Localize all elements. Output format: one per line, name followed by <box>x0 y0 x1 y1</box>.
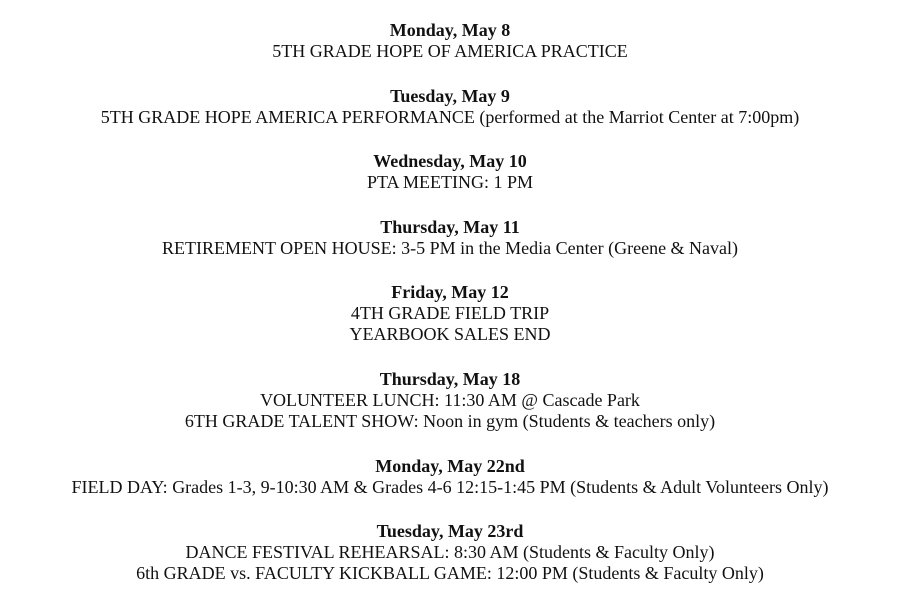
day-block-friday-may-12 <box>0 282 900 345</box>
day-block-monday-may-22nd <box>0 456 900 498</box>
event-line: 5TH GRADE HOPE AMERICA PERFORMANCE (performed at the Marriot Center at 7:00pm) <box>100 107 800 127</box>
event-line: 6th GRADE vs. FACULTY KICKBALL GAME: 12:00 PM (Students & Faculty Only) <box>136 563 764 583</box>
event-line: 4TH GRADE FIELD TRIP <box>350 303 550 323</box>
day-heading: Tuesday, May 23rd <box>376 521 524 541</box>
day-heading: Monday, May 22nd <box>375 456 525 476</box>
event-line: 5TH GRADE HOPE OF AMERICA PRACTICE <box>272 41 628 61</box>
day-block-wednesday-may-10 <box>0 151 900 193</box>
day-heading: Monday, May 8 <box>389 20 511 40</box>
day-block-tuesday-may-23rd <box>0 521 900 584</box>
event-line: RETIREMENT OPEN HOUSE: 3-5 PM in the Media Center (Greene & Naval) <box>161 238 739 258</box>
event-line: VOLUNTEER LUNCH: 11:30 AM @ Cascade Park <box>260 390 640 410</box>
day-heading: Thursday, May 11 <box>380 217 520 237</box>
day-block-tuesday-may-9 <box>0 86 900 128</box>
day-heading: Wednesday, May 10 <box>373 151 527 171</box>
event-line: 6TH GRADE TALENT SHOW: Noon in gym (Students & teachers only) <box>184 411 716 431</box>
event-line: YEARBOOK SALES END <box>349 324 551 344</box>
day-heading: Tuesday, May 9 <box>390 86 510 106</box>
day-heading: Thursday, May 18 <box>379 369 521 389</box>
day-block-monday-may-8 <box>0 20 900 62</box>
event-line: PTA MEETING: 1 PM <box>366 172 534 192</box>
day-block-thursday-may-11 <box>0 217 900 259</box>
event-line: DANCE FESTIVAL REHEARSAL: 8:30 AM (Students & Faculty Only) <box>185 542 715 562</box>
day-heading: Friday, May 12 <box>391 282 509 302</box>
day-block-thursday-may-18 <box>0 369 900 432</box>
event-line: FIELD DAY: Grades 1-3, 9-10:30 AM & Grades 4-6 12:15-1:45 PM (Students & Adult Volunteers Only) <box>71 477 829 497</box>
